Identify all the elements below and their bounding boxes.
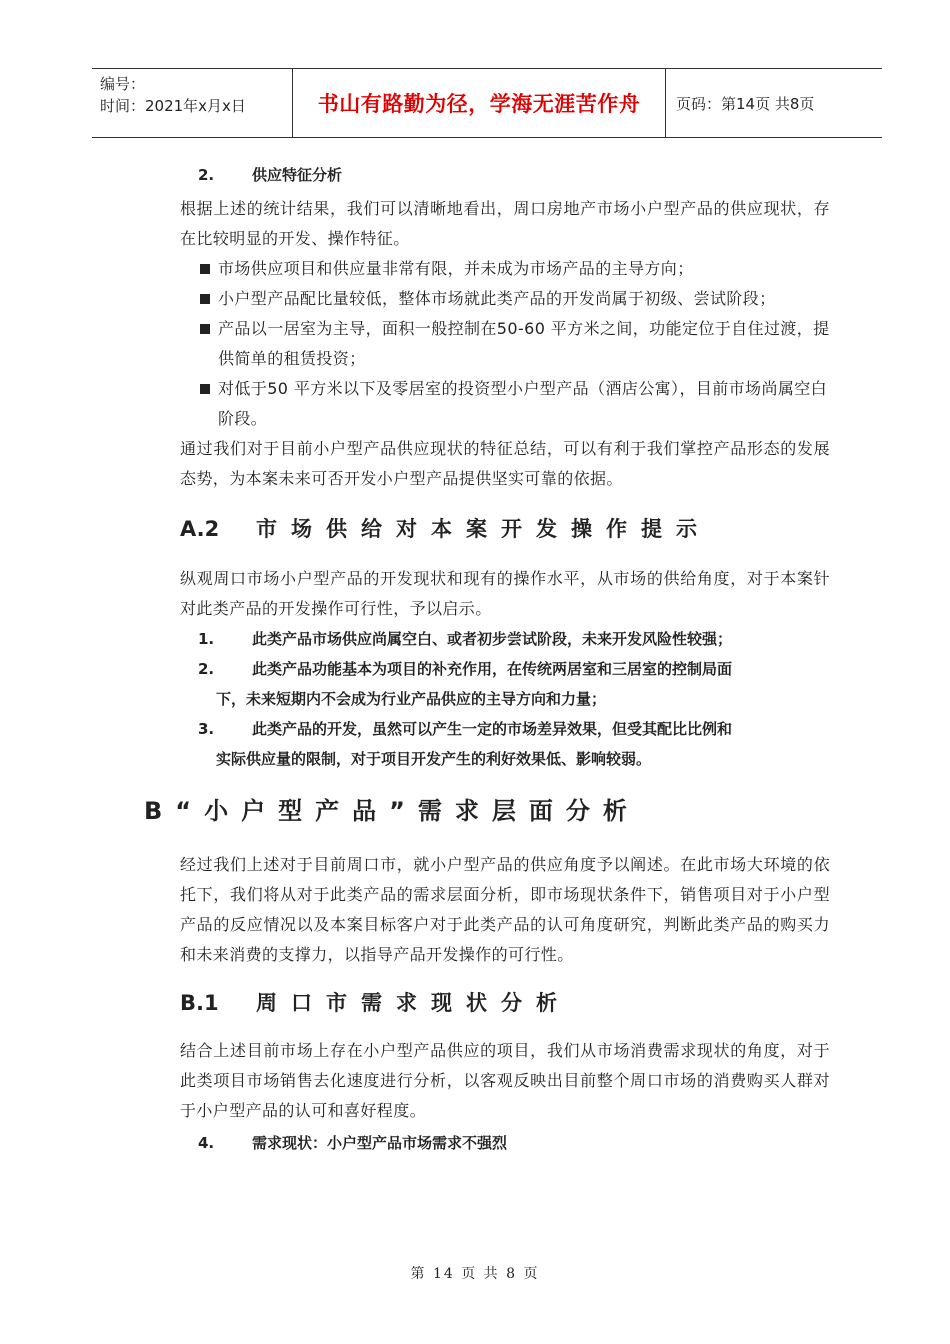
header-page-info: 页码：第14页 共8页 bbox=[676, 94, 815, 113]
square-bullet-icon bbox=[200, 294, 210, 304]
heading-a2 bbox=[180, 514, 830, 544]
square-bullet-icon bbox=[200, 264, 210, 274]
page-footer: 第 14 页 共 8 页 bbox=[410, 1266, 540, 1282]
section-title: 需求现状：小户型产品市场需求不强烈 bbox=[252, 1134, 508, 1152]
paragraph-demand-analysis: 结合上述目前市场上存在小户型产品供应的项目，我们从市场消费需求现状的角度，对于此类项目市场销售去化速度进行分析，以客观反映出目前整个周口市场的消费购买人群对于小户型产品的认可和喜好程度。 bbox=[180, 1041, 830, 1120]
square-bullet-icon bbox=[200, 324, 210, 334]
section-heading-2 bbox=[198, 160, 830, 190]
section-title: 供应特征分析 bbox=[252, 166, 343, 184]
bullet-item: 市场供应项目和供应量非常有限，并未成为市场产品的主导方向； bbox=[200, 254, 830, 284]
paragraph-summary: 通过我们对于目前小户型产品供应现状的特征总结，可以有利于我们掌控产品形态的发展态势，为本案未来可否开发小户型产品提供坚实可靠的依据。 bbox=[180, 439, 830, 488]
heading-title: 市场供给对本案开发操作提示 bbox=[256, 517, 711, 541]
page-header bbox=[92, 68, 882, 138]
time-label: 时间：2021年x月x日 bbox=[100, 97, 246, 115]
header-meta bbox=[92, 69, 293, 137]
bullet-item: 小户型产品配比量较低，整体市场就此类产品的开发尚属于初级、尝试阶段； bbox=[200, 284, 830, 314]
numbered-point: 3. 此类产品的开发，虽然可以产生一定的市场差异效果，但受其配比比例和 实际供应量的限制，对于项目开发产生的利好效果低、影响较弱。 bbox=[198, 720, 733, 768]
header-motto: 书山有路勤为径，学海无涯苦作舟 bbox=[293, 69, 666, 137]
paragraph-market-overview: 纵观周口市场小户型产品的开发现状和现有的操作水平，从市场的供给角度，对于本案针对此类产品的开发操作可行性，予以启示。 bbox=[180, 569, 830, 618]
heading-b: B“小户型产品”需求层面分析 bbox=[144, 797, 640, 825]
document-body bbox=[144, 160, 830, 1158]
square-bullet-icon bbox=[200, 384, 210, 394]
paragraph-supply-result: 根据上述的统计结果，我们可以清晰地看出，周口房地产市场小户型产品的供应现状，存在比较明显的开发、操作特征。 bbox=[180, 199, 830, 248]
section-heading-4 bbox=[198, 1128, 830, 1158]
heading-number: A.2 bbox=[180, 517, 220, 541]
bullet-item: 产品以一居室为主导，面积一般控制在50-60 平方米之间，功能定位于自住过渡，提供简单的租赁投资； bbox=[200, 314, 830, 374]
bullet-item: 对低于50 平方米以下及零居室的投资型小户型产品（酒店公寓），目前市场尚属空白阶段。 bbox=[200, 374, 830, 434]
section-number: 2. bbox=[198, 166, 215, 184]
paragraph-demand-intro: 经过我们上述对于目前周口市，就小户型产品的供应角度予以阐述。在此市场大环境的依托下，我们将从对于此类产品的需求层面分析，即市场现状条件下，销售项目对于小户型产品的反应情况以及本案目标客户对于此类产品的认可角度研究，判断此类产品的购买力和未来消费的支撑力，以指导产品开发操作的可行性。 bbox=[180, 855, 830, 964]
section-number: 4. bbox=[198, 1134, 215, 1152]
number-label: 编号： bbox=[100, 75, 146, 93]
heading-title: 周口市需求现状分析 bbox=[256, 991, 571, 1015]
numbered-point: 1. 此类产品市场供应尚属空白、或者初步尝试阶段，未来开发风险性较强； bbox=[198, 630, 733, 648]
heading-number: B.1 bbox=[180, 991, 219, 1015]
heading-b1 bbox=[180, 988, 830, 1018]
numbered-point: 2. 此类产品功能基本为项目的补充作用，在传统两居室和三居室的控制局面 下，未来短期内不会成为行业产品供应的主导方向和力量； bbox=[198, 660, 733, 708]
